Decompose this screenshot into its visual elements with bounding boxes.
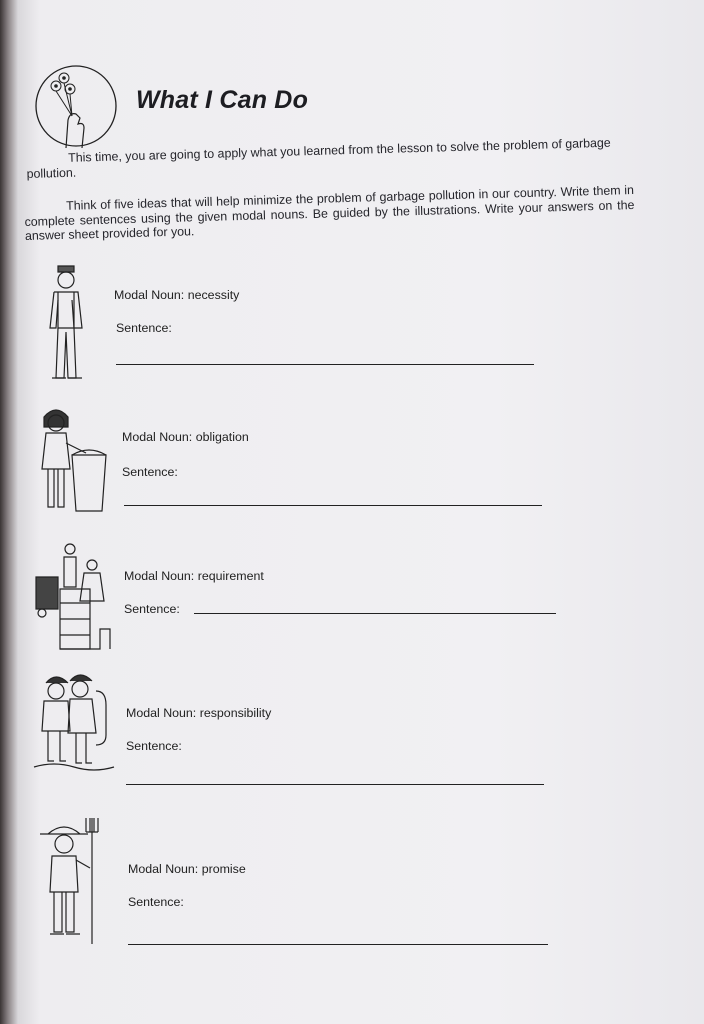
item-responsibility <box>30 671 590 791</box>
answer-line[interactable] <box>116 364 534 365</box>
answer-line[interactable] <box>124 505 542 506</box>
item-requirement <box>30 543 590 663</box>
sentence-label: Sentence: <box>116 321 172 335</box>
garbage-collectors-icon <box>30 543 120 673</box>
modal-noun-label: Modal Noun: promise <box>128 862 246 876</box>
answer-line[interactable] <box>194 613 556 614</box>
flower-hand-icon <box>34 64 118 148</box>
sentence-label: Sentence: <box>126 739 182 753</box>
modal-noun-label: Modal Noun: requirement <box>124 569 264 583</box>
item-obligation <box>30 403 590 523</box>
item-promise <box>30 818 590 938</box>
sentence-label: Sentence: <box>128 895 184 909</box>
answer-line[interactable] <box>126 784 544 785</box>
police-officer-icon <box>30 258 120 388</box>
item-necessity <box>30 258 590 378</box>
modal-noun-label: Modal Noun: obligation <box>122 430 249 444</box>
instruction-paragraph-2: Think of five ideas that will help minimize the problem of garbage pollution in our country. Write them in complete sentences using the given modal nouns. Be guided by the illustrations. Write your answers on the answer sheet provided for you. <box>24 182 635 243</box>
modal-noun-label: Modal Noun: responsibility <box>126 706 272 720</box>
page-title: What I Can Do <box>136 86 309 114</box>
sentence-label: Sentence: <box>122 465 178 479</box>
modal-noun-label: Modal Noun: necessity <box>114 288 240 302</box>
girl-trash-bin-icon <box>30 403 120 533</box>
children-cleaning-icon <box>30 671 120 801</box>
sentence-label: Sentence: <box>124 602 180 616</box>
farmer-rake-icon <box>30 818 120 948</box>
answer-line[interactable] <box>128 944 548 945</box>
instruction-paragraph-1: This time, you are going to apply what you learned from the lesson to solve the problem of garbage pollution. <box>26 135 611 181</box>
